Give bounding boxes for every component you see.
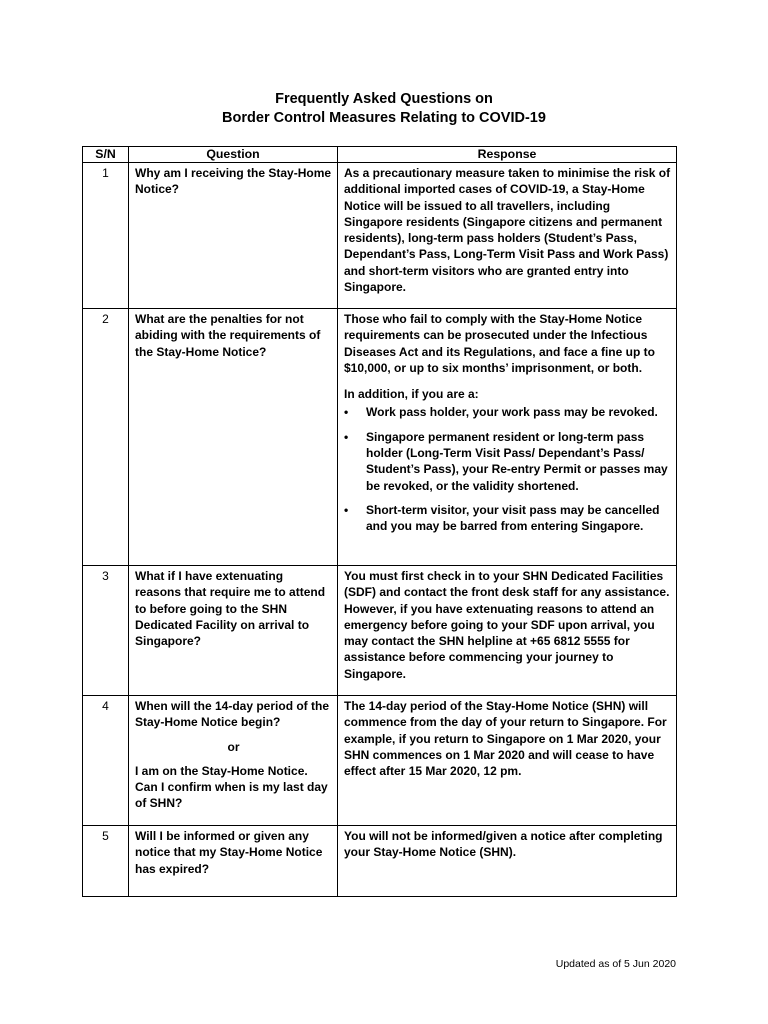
bullet-icon: • xyxy=(344,405,349,420)
row-sn: 5 xyxy=(83,826,129,897)
response-intro: In addition, if you are a: xyxy=(344,387,479,402)
row-question: What are the penalties for not abiding with the requirements of the Stay-Home Notice? xyxy=(129,309,338,566)
question-text: When will the 14-day period of the Stay-Home Notice begin? xyxy=(135,699,330,730)
row-response: You must first check in to your SHN Dedicated Facilities (SDF) and contact the front desk staff for any assistance. However, if you have extenuating reasons to attend an emergency before going to your SDF upon arrival, you may contact the SHN helpline at +65 6812 5555 for assistance before commencing your journey to Singapore. xyxy=(338,566,677,696)
question-or: or xyxy=(227,739,240,754)
row-sn: 1 xyxy=(83,163,129,309)
list-item-text: Work pass holder, your work pass may be revoked. xyxy=(366,405,658,420)
list-item xyxy=(344,429,671,494)
header-response: Response xyxy=(338,147,677,163)
row-response: As a precautionary measure taken to minimise the risk of additional imported cases of COVID-19, a Stay-Home Notice will be issued to all travellers, including Singapore residents (Singapore citizens and permanent residents), long-term pass holders (Student’s Pass, Dependant’s Pass, Long-Term Visit Pass and Work Pass) and short-term visitors who are granted entry into Singapore. xyxy=(338,163,677,309)
response-paragraph: Those who fail to comply with the Stay-Home Notice requirements can be prosecuted under the Infectious Diseases Act and its Regulations, and face a fine up to $10,000, or up to six months’ imprisonment, or both. xyxy=(344,312,655,375)
table-row xyxy=(83,826,677,897)
title-line-2: Border Control Measures Relating to COVID-19 xyxy=(222,110,546,126)
row-sn: 4 xyxy=(83,696,129,826)
updated-date: Updated as of 5 Jun 2020 xyxy=(555,958,676,970)
list-item xyxy=(344,404,671,420)
row-response: The 14-day period of the Stay-Home Notice (SHN) will commence from the day of your return to Singapore. For example, if you return to Singapore on 1 Mar 2020, your SHN commences on 1 Mar 2020 and will cease to have effect after 15 Mar 2020, 12 pm. xyxy=(338,696,677,826)
header-question: Question xyxy=(129,147,338,163)
list-item xyxy=(344,502,671,535)
row-response xyxy=(338,309,677,566)
row-question: Why am I receiving the Stay-Home Notice? xyxy=(129,163,338,309)
table-row xyxy=(83,696,677,826)
penalty-list xyxy=(344,404,671,534)
row-question xyxy=(129,696,338,826)
row-question: What if I have extenuating reasons that require me to attend to before going to the SHN Dedicated Facility on arrival to Singapore? xyxy=(129,566,338,696)
row-sn: 2 xyxy=(83,309,129,566)
document-title xyxy=(0,90,768,128)
row-sn: 3 xyxy=(83,566,129,696)
question-alt-text: I am on the Stay-Home Notice. Can I confirm when is my last day of SHN? xyxy=(135,763,328,811)
row-question: Will I be informed or given any notice that my Stay-Home Notice has expired? xyxy=(129,826,338,897)
faq-table xyxy=(82,146,677,897)
bullet-icon: • xyxy=(344,429,349,444)
table-row xyxy=(83,309,677,566)
header-sn: S/N xyxy=(83,147,129,163)
row-response: You will not be informed/given a notice after completing your Stay-Home Notice (SHN). xyxy=(338,826,677,897)
table-header-row xyxy=(83,147,677,163)
title-line-1: Frequently Asked Questions on xyxy=(275,91,493,107)
table-row xyxy=(83,566,677,696)
list-item-text: Singapore permanent resident or long-term pass holder (Long-Term Visit Pass/ Dependant’s Pass/ Student’s Pass), your Re-entry Permit or passes may be revoked, or the validity shortened. xyxy=(366,429,668,493)
bullet-icon: • xyxy=(344,502,349,517)
list-item-text: Short-term visitor, your visit pass may be cancelled and you may be barred from entering Singapore. xyxy=(366,502,660,534)
table-row xyxy=(83,163,677,309)
